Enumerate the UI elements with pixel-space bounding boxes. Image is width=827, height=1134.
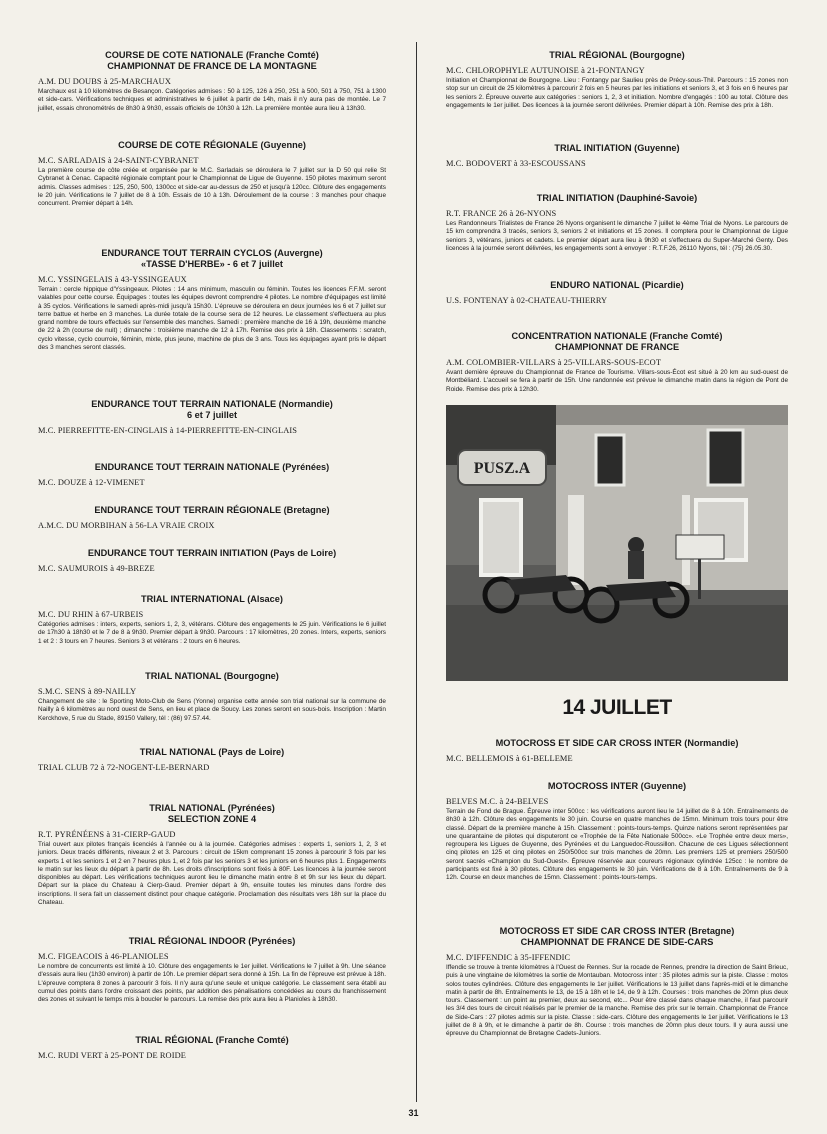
event-club: BELVES M.C. à 24-BELVES [446, 797, 549, 806]
event-text: Terrain : cercle hippique d'Yssingeaux. Pilotes : 14 ans minimum, masculin ou féminin. Toutes les licences F.F.M. seront valables pour cette course. Équipages : toutes les équipes devront comprendre 4 pilotes. Le nombre d'équipages est limité à 35 cyclos. Vérifications le samedi après-midi jusqu'à 15h30. L'épreuve se déroulera en deux journées les 6 et 7 juillet sur terre battue et herbe en 3 manches. La durée totale de la course sera de 12 heures. Le classement s'effectuera au plus grand nombre de tours effectués sur l'ensemble des manches. Samedi : première manche de 16 à 19h, deuxième manche de 22 à 2h (course de nuit) ; dimanche : troisième manche de 12 à 17h. Remise des prix à 18h. Classements : scratch, cyclo vitesse, cyclo courroie, féminin, mixte, plus jeune, machine de plus de 3 ans. Tous les équipages ayant pris le départ des 3 manches seront classés. [38, 286, 386, 352]
event-block [446, 781, 788, 883]
event-club: M.C. SARLADAIS à 24-SAINT-CYBRANET [38, 156, 199, 165]
event-club: M.C. PIERREFITTE-EN-CINGLAIS à 14-PIERREFITTE-EN-CINGLAIS [38, 426, 298, 435]
event-text: Trial ouvert aux pilotes français licenciés à l'année ou à la journée. Catégories admises : experts 1, seniors 1, 2, 3 et juniors. Deux tracés différents, niveaux 2 et 3. Parcours : circuit de 15km comprenant 15 zones à parcourir 3 fois par les experts 1 et les seniors 1 et 2 en 7 heures plus 1, et 2 fois par les seniors 3 et les juniors en 6 heures plus 1. Engagements le matin sur les lieux du départ à partir de 8h. Les droits d'inscriptions sont fixés à 80F. Les licences à la journée seront disponibles au départ. Les vérifications techniques auront lieu le dimanche matin entre 8 et 9h sur les lieux du départ. Départ sur la place du Chateau à Cierp-Gaud. Premier départ à 9h, ensuite toutes les minutes dans l'ordre des inscriptions. Il sera fait un classement distinct pour chaque catégorie. Proclamation des résultats vers 18h sur la place du Chateau. [38, 841, 386, 907]
event-block [446, 193, 788, 253]
event-block [38, 505, 386, 532]
event-text: Marchaux est à 10 kilomètres de Besançon. Catégories admises : 50 à 125, 126 à 250, 251 à 500, 501 à 750, 751 à 1300 et side-cars. Vérifications techniques et administratives le 6 juillet à partir de 14h, mais il n'y aura pas de montée. Le 7 juillet, essais chronométrés de 8h30 à 9h30, essais officiels de 10h30 à 12h. La première montée aura lieu à 13h30. [38, 88, 386, 112]
event-text: Le nombre de concurrents est limité à 10. Clôture des engagements le 1er juillet. Vérifications le 7 juillet à 9h. Une séance d'essais aura lieu (1h30 environ) à partir de 10h. Le premier départ sera donné à 15h. La fin de l'épreuve est prévue à 18h. L'épreuve comptera 8 zones à parcourir 3 fois. Il n'y aura qu'une seule et unique catégorie. Le classement sera établi au cumul des points dans l'ordre croissant des points, par addition des pénalisations concédées au cours du franchissement des zones et suivant le temps mis à boucler le parcours. La remise des prix aura lieu à Planioles à 18h30. [38, 963, 386, 1004]
event-block [446, 143, 788, 170]
event-club: M.C. DOUZE à 12-VIMENET [38, 478, 145, 487]
event-club: M.C. RUDI VERT à 25-PONT DE ROIDE [38, 1051, 186, 1060]
event-text: Avant dernière épreuve du Championnat de France de Tourisme. Villars-sous-Écot est situé à 20 km au sud-ouest de Montbéliard. L'accueil se fera à partir de 15h. Une randonnée est prévue le dimanche matin dans la région de Pont de Roide. Remise des prix à 12h30. [446, 369, 788, 393]
event-block [38, 140, 386, 208]
event-title: MOTOCROSS ET SIDE CAR CROSS INTER (Normandie) [495, 738, 739, 748]
event-club: R.T. PYRÉNÉENS à 31-CIERP-GAUD [38, 830, 176, 839]
event-club: S.M.C. SENS à 89-NAILLY [38, 687, 137, 696]
event-club: M.C. FIGEACOIS à 46-PLANIOLES [38, 952, 169, 961]
column-divider [416, 42, 417, 1102]
photo-motorcycles-house [446, 405, 788, 681]
event-title: ENDURANCE TOUT TERRAIN INITIATION (Pays de Loire) [87, 548, 337, 558]
event-title: TRIAL RÉGIONAL (Franche Comté) [135, 1035, 289, 1045]
event-club: M.C. BELLEMOIS à 61-BELLEME [446, 754, 573, 763]
event-text: La première course de côte créée et organisée par le M.C. Sarladais se déroulera le 7 juillet sur la D 50 qui relie St Cybranet à Cenac. Capacité régionale comptant pour le Championnat de Ligue de Guyenne. 150 pilotes maximum seront admis. Classes admises : 125, 250, 500, 1300cc et side-car au-dessus de 250 et jusqu'à 120cc. Clôture des engagements le 20 juin. Vérifications le 7 juillet de 8 à 10h. Essais de 10 à 13h. Déroulement de la course : 3 manches pour chaque concurrent. Premier départ à 14h. [38, 167, 386, 208]
event-block [446, 280, 788, 307]
event-text: Les Randonneurs Trialistes de France 26 Nyons organisent le dimanche 7 juillet le 4ème Trial de Nyons. Le parcours de 15 km comprendra 3 tracés, seniors 3, seniors 2 et initiations et 15 zones. Il comptera pour le Championnat de Ligue seniors 3, vétérans, juniors et cadets. Le premier départ aura lieu à 9h30 et s'effectuera du Super-Marché Genty. Des licences à la journée seront délivrées, les engagements sont à envoyer : R.T.F.26, 26110 Nyons, tél : (75) 26.05.30. [446, 220, 788, 252]
event-title: TRIAL INTERNATIONAL (Alsace) [141, 594, 283, 604]
event-title: ENDURANCE TOUT TERRAIN NATIONALE (Pyrénées) [94, 462, 330, 472]
event-title: ENDURANCE TOUT TERRAIN NATIONALE (Normandie) 6 et 7 juillet [91, 399, 333, 420]
event-club: A.M.C. DU MORBIHAN à 56-LA VRAIE CROIX [38, 521, 215, 530]
event-block [38, 248, 386, 352]
event-block [446, 738, 788, 765]
event-title: MOTOCROSS INTER (Guyenne) [547, 781, 687, 791]
event-title: TRIAL NATIONAL (Pyrénées) SELECTION ZONE 4 [149, 803, 275, 824]
event-club: M.C. SAUMUROIS à 49-BREZE [38, 564, 155, 573]
event-text: Changement de site : le Sporting Moto-Club de Sens (Yonne) organise cette année son trial national sur la commune de Nailly à 6 kilomètres au nord ouest de Sens, en lieu et place de Soucy. Les zones seront en sous-bois. Inscription : Martin Kerckhove, 5 rue du Stade, 89150 Vallery, tél : (86) 97.57.44. [38, 698, 386, 722]
event-text: Catégories admises : inters, experts, seniors 1, 2, 3, vétérans. Clôture des engagements le 25 juin. Vérifications le 6 juillet de 17h30 à 18h30 et le 7 de 8 à 9h30. Premier départ à 9h30. Parcours : 17 kilomètres, 20 zones. Inters, experts, seniors 1 et 2 : 3 tours en 7 heures. Seniors 3 et vétérans : 2 tours en 6 heures. [38, 621, 386, 645]
event-title: TRIAL RÉGIONAL (Bourgogne) [549, 50, 685, 60]
event-club: M.C. CHLOROPHYLE AUTUNOISE à 21-FONTANGY [446, 66, 645, 75]
event-club: A.M. COLOMBIER-VILLARS à 25-VILLARS-SOUS-ECOT [446, 358, 662, 367]
shop-sign-text: PUSZ.A [473, 460, 531, 477]
event-club: R.T. FRANCE 26 à 26-NYONS [446, 209, 557, 218]
page-number: 31 [408, 1108, 419, 1118]
event-club: M.C. DU RHIN à 67-URBEIS [38, 610, 144, 619]
date-heading: 14 JUILLET [562, 696, 672, 719]
event-block [38, 548, 386, 575]
event-text: Initiation et Championnat de Bourgogne. Lieu : Fontangy par Saulieu près de Précy-sous-Thil. Parcours : 15 zones non stop sur un circuit de 25 kilomètres à parcourir 2 fois en 5 heures par les initiations et seniors 3, et 3 fois en 6 heures par les seniors 2. Épreuve ouverte aux catégories : seniors 1, 2, 3 et initiation. Nombre d'engagés : 100 au total. Clôture des engagements le 1er juillet. Des licences à la journée seront délivrées. Premier départ à 10h. Remise des prix à 18h. [446, 77, 788, 109]
event-title: ENDURANCE TOUT TERRAIN CYCLOS (Auvergne) «TASSE D'HERBE» - 6 et 7 juillet [101, 248, 323, 269]
event-text: Terrain de Fond de Brague. Épreuve inter 500cc : les vérifications auront lieu le 14 juillet de 8 à 10h. Entraînements de 8h30 à 12h. Clôture des engagements le 30 juin. Course en quatre manches de 15mn. Minimum trois tours pour être classé. Départ de la première manche à 15h. Classement : points-tours-temps. Quinze nations seront représentées par une quarantaine de pilotes qui disputeront ce «Trophée de la Fête Nationale 500cc». «Le Trophée entre deux mers», regroupera les Ligues de Guyenne, des Pyrénées et du Languedoc-Roussillon. Chacune de ces Ligues sélectionnent cinq pilotes en 125 et cinq pilotes en 250/500cc sur trois manches de 20mn. Les premiers 125 et premiers 250/500 seront sacrés «Champion du Sud-Ouest». Épreuve réservée aux coureurs régionaux cylindrée 125cc : le nombre de participants est fixé à 30 pilotes. Clôture des engagements le 30 juin. Vérifications de 8 à 10h. Entraînements de 9 à 12h. Course en deux manches de 15mn. Classement : points-tours-temps. [446, 808, 788, 882]
event-title: TRIAL NATIONAL (Bourgogne) [145, 671, 279, 681]
event-club: M.C. BODOVERT à 33-ESCOUSSANS [446, 159, 586, 168]
event-title: TRIAL INITIATION (Guyenne) [554, 143, 680, 153]
event-club: TRIAL CLUB 72 à 72-NOGENT-LE-BERNARD [38, 763, 210, 772]
event-block [38, 803, 386, 907]
event-title: TRIAL RÉGIONAL INDOOR (Pyrénées) [128, 936, 296, 946]
event-block [38, 747, 386, 774]
event-title: CONCENTRATION NATIONALE (Franche Comté) CHAMPIONNAT DE FRANCE [511, 331, 723, 352]
event-block [38, 936, 386, 1004]
event-block [446, 331, 788, 394]
event-club: A.M. DU DOUBS à 25-MARCHAUX [38, 77, 171, 86]
event-block [38, 671, 386, 723]
event-block [38, 594, 386, 646]
event-title: COURSE DE COTE NATIONALE (Franche Comté) CHAMPIONNAT DE FRANCE DE LA MONTAGNE [105, 50, 319, 71]
event-block [446, 926, 788, 1039]
event-block [38, 50, 386, 113]
event-club: M.C. YSSINGELAIS à 43-YSSINGEAUX [38, 275, 187, 284]
event-title: COURSE DE COTE RÉGIONALE (Guyenne) [118, 140, 306, 150]
event-block [38, 462, 386, 489]
event-block [38, 399, 386, 437]
event-title: TRIAL NATIONAL (Pays de Loire) [139, 747, 285, 757]
event-text: Iffendic se trouve à trente kilomètres à l'Ouest de Rennes. Sur la rocade de Rennes, prendre la direction de Saint Brieuc, puis à une vingtaine de kilomètres la sortie de Montauban. Motocross inter : 35 pilotes admis sur la piste. Classe : motos solos toutes cylindrées. Clôture des engagements le 1er juillet. Vérifications le 13 juillet dans l'après-midi et le dimanche matin à partir de 8h. Entraînements le 13, de 15 à 18h et le 14, de 9 à 12h. Courses : trois manches de 20mn plus deux tours. Classement : un point au premier, deux au second, etc... Pour être classé dans chaque manche, il faut parcourir les 3/4 des tours de circuit réalisés par le premier de la manche. Remise des prix sur le terrain. Championnat de France de Side-Cars : 27 pilotes admis sur la piste. Classe : side-cars. Clôture des engagements le 1er juillet. Vérifications le 13 juillet de 8 à 9h, et le dimanche à partir de 8h. Course : trois manches de 20mn plus deux tours. Il y aura aussi une épreuve du Championnat de Bretagne Cadets-Juniors. [446, 964, 788, 1038]
event-block [446, 50, 788, 110]
event-title: MOTOCROSS ET SIDE CAR CROSS INTER (Bretagne) CHAMPIONNAT DE FRANCE DE SIDE-CARS [499, 926, 735, 947]
event-title: ENDURO NATIONAL (Picardie) [550, 280, 684, 290]
event-club: U.S. FONTENAY à 02-CHATEAU-THIERRY [446, 296, 608, 305]
event-club: M.C. D'IFFENDIC à 35-IFFENDIC [446, 953, 571, 962]
event-block [38, 1035, 386, 1062]
event-title: TRIAL INITIATION (Dauphiné-Savoie) [536, 193, 698, 203]
event-title: ENDURANCE TOUT TERRAIN RÉGIONALE (Bretagne) [94, 505, 330, 515]
